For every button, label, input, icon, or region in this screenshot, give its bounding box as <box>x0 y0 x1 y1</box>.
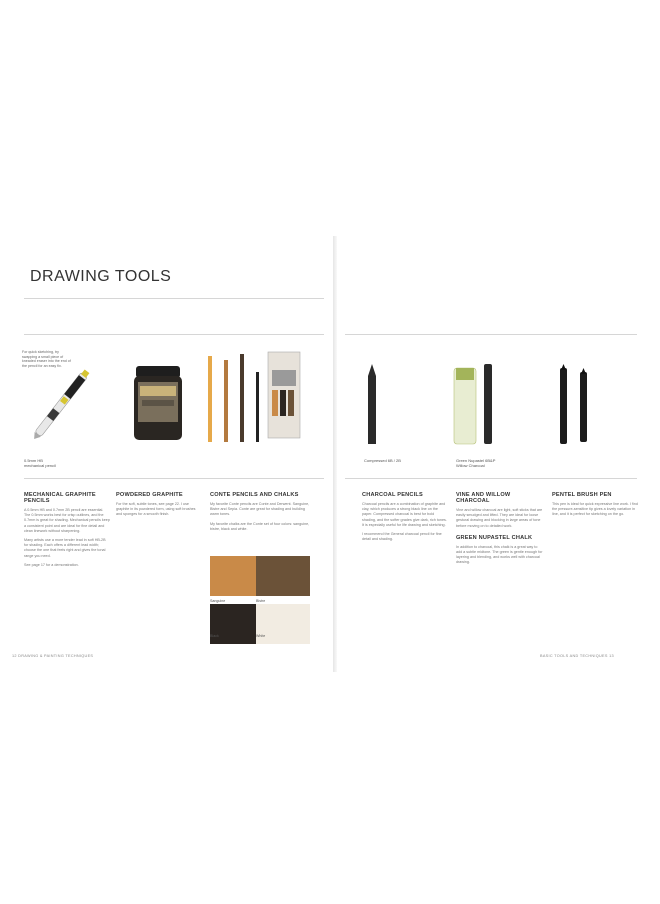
column-conte <box>210 492 314 536</box>
heading-mechanical-pencils: MECHANICAL GRAPHITE PENCILS <box>24 492 96 504</box>
top-rule-right <box>345 334 637 335</box>
conte-pencils-image <box>204 350 304 446</box>
caption-mechanical-pencil: 0.5mm HB mechanical pencil <box>24 458 56 468</box>
right-page <box>337 236 652 672</box>
page-title: DRAWING TOOLS <box>30 268 172 285</box>
heading-nupastel: GREEN NUPASTEL CHALK <box>456 534 533 541</box>
photo-note: For quick sketching, try swapping a small piece of kneaded eraser into the end of the pencil for an easy fix. <box>22 350 71 368</box>
paragraph: A 0.5mm HB and 0.7mm 2B pencil are essential. The 0.5mm works best for crisp outlines, and the 0.7mm is great for shading. Mechanical pencils keep a consistent point and are ideal for fine detail and clean linework without sharpening. <box>24 508 110 533</box>
graphite-jar-image <box>130 362 186 444</box>
right-folio: BASIC TOOLS AND TECHNIQUES 13 <box>540 654 614 658</box>
column-powdered-graphite <box>116 492 196 522</box>
heading-charcoal-pencils: CHARCOAL PENCILS <box>362 492 423 498</box>
paragraph: See page 17 for a demonstration. <box>24 562 79 567</box>
paragraph: Charcoal pencils are a combination of graphite and clay, which produces a strong black line on the paper. Compressed charcoal is best for bold shading, and the softer grades give dark, rich tones. It is especially useful for life drawing and sketching. <box>362 502 447 527</box>
column-charcoal-pencils <box>362 492 448 546</box>
swatch-white <box>256 604 310 644</box>
willow-charcoal-image <box>450 362 500 446</box>
paragraph: Vine and willow charcoal are light, soft sticks that are easily smudged and lifted. They are ideal for loose gestural drawing and blocking in large areas of tone before moving on to detailed work. <box>456 508 543 528</box>
paragraph: In addition to charcoal, this chalk is a great way to add a subtle midtone. The green is gentle enough for layering and blending, and works well with charcoal drawing. <box>456 544 543 565</box>
swatch-label: Black <box>210 634 219 638</box>
swatch-label: Sanguine <box>210 599 226 603</box>
heading-vine-willow: VINE AND WILLOW CHARCOAL <box>456 492 511 504</box>
mid-rule-right <box>345 478 637 479</box>
caption-charcoal: Compressed 6B / 2B <box>364 458 401 463</box>
column-mechanical-pencils <box>24 492 110 572</box>
swatch-bistre <box>256 556 310 596</box>
column-vine-willow <box>456 492 544 570</box>
heading-conte: CONTE PENCILS AND CHALKS <box>210 492 299 498</box>
title-rule <box>24 298 324 299</box>
swatch-label: Bistre <box>256 599 266 603</box>
paragraph: I recommend the General charcoal pencil for fine detail and shading. <box>362 532 442 542</box>
caption-willow: Green Nupastel 6B&P Willow Charcoal <box>456 458 496 468</box>
heading-brush-pen: PENTEL BRUSH PEN <box>552 492 612 498</box>
paragraph: My favorite Conte pencils are Conte and Derwent. Sanguine, Bistre and Sepia. Conte are great for shading and building warm tones. <box>210 502 310 517</box>
brush-pens-image <box>556 362 596 446</box>
swatch-label: White <box>256 634 266 638</box>
paragraph: My favorite chalks are the Conte set of four colors: sanguine, bistre, black and white. <box>210 521 310 531</box>
top-rule-left <box>24 334 324 335</box>
column-brush-pen <box>552 492 638 522</box>
paragraph: For the soft, subtle tones, see page 22. I use graphite in its powdered form, using soft brushes and sponges for a smooth finish. <box>116 502 196 517</box>
charcoal-pencil-image <box>362 362 382 446</box>
heading-powdered-graphite: POWDERED GRAPHITE <box>116 492 183 498</box>
book-spine <box>333 236 337 672</box>
mid-rule-left <box>24 478 324 479</box>
paragraph: This pen is ideal for quick expressive line work. I find the pressure-sensitive tip gives a lovely variation in line, and it is perfect for sketching on the go. <box>552 502 638 517</box>
mechanical-pencil-image <box>14 360 110 450</box>
paragraph: Many artists use a more tender lead in soft HB-2B for shading. Each offers a different lead width; choose the one that feels right and gives the tonal range you need. <box>24 538 106 558</box>
left-folio: 12 DRAWING & PAINTING TECHNIQUES <box>12 654 94 658</box>
